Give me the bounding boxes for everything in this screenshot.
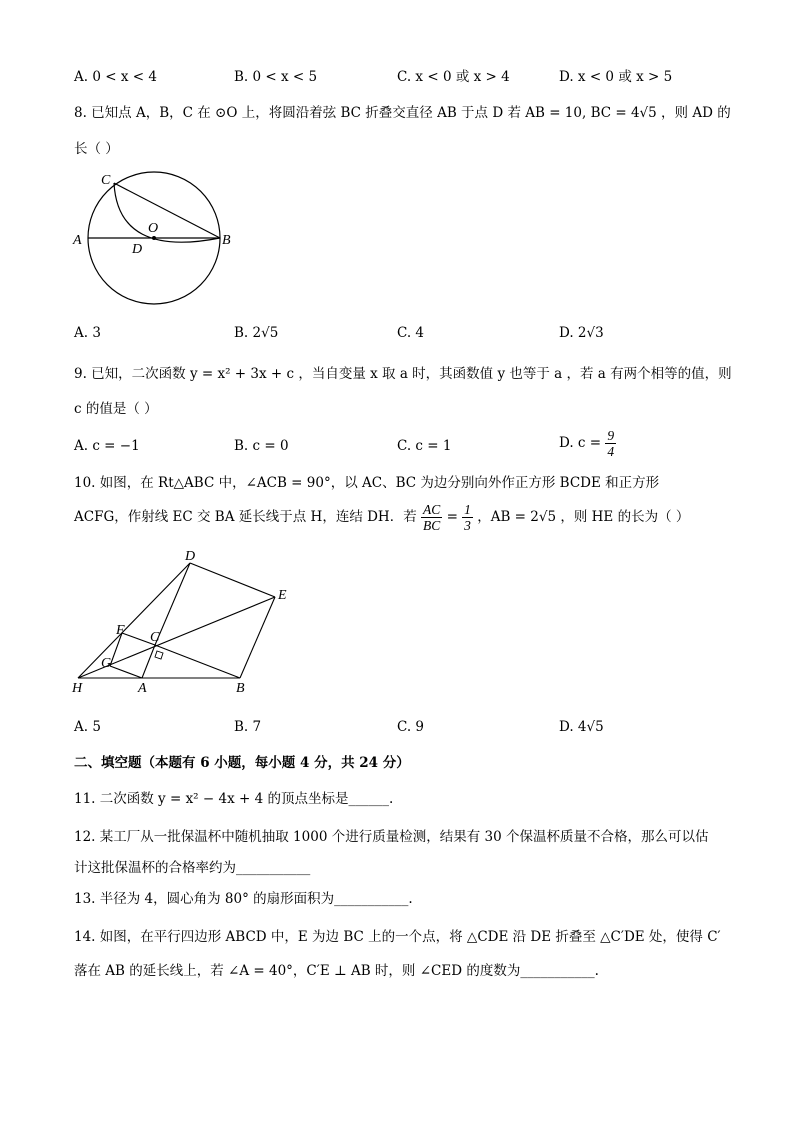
q14-stem-line1: 14. 如图，在平行四边形 ABCD 中，E 为边 BC 上的一个点，将 △CDE 沿 DE 折叠至 △C′DE 处，使得 C′ (74, 929, 721, 945)
q10-equals: = (446, 509, 458, 525)
q14-stem-line2: 落在 AB 的延长线上，若 ∠A = 40°，C′E ⊥ AB 时，则 ∠CED 的度数为___________. (74, 963, 599, 979)
q10-label-e: E (278, 588, 287, 603)
q10-label-a: A (138, 681, 147, 696)
q10-label-f: F (116, 623, 125, 638)
q7-option-b: B. 0 < x < 5 (234, 69, 318, 85)
q8-label-a: A (73, 233, 82, 248)
q13-stem: 13. 半径为 4，圆心角为 80° 的扇形面积为___________. (74, 891, 413, 907)
q10-ratio-value-numerator: 1 (464, 502, 471, 517)
q8-label-c: C (101, 173, 111, 188)
q10-label-c: C (150, 630, 160, 645)
q10-option-d: D. 4√5 (559, 719, 604, 735)
q9-option-d-denominator: 4 (607, 444, 615, 459)
q10-stem-line2-part1: ACFG，作射线 EC 交 BA 延长线于点 H，连结 DH．若 (74, 509, 417, 525)
q10-option-a: A. 5 (74, 719, 101, 735)
q10-label-d: D (185, 549, 196, 564)
q8-label-d: D (132, 242, 143, 257)
q9-stem-line2: c 的值是（ ） (74, 401, 158, 417)
q9-option-b: B. c = 0 (234, 438, 289, 454)
q7-option-a: A. 0 < x < 4 (74, 69, 157, 85)
q8-label-b: B (222, 233, 231, 248)
q10-seg-bc (155, 645, 240, 678)
q10-label-g: G (101, 656, 112, 671)
q8-option-d: D. 2√3 (559, 325, 604, 341)
q10-option-c: C. 9 (397, 719, 425, 735)
q10-label-b: B (236, 681, 245, 696)
q10-ratio-denominator: BC (423, 518, 441, 533)
q9-option-d-prefix: D. c = (559, 435, 602, 451)
q12-stem-line2: 计这批保温杯的合格率约为___________ (74, 860, 311, 876)
q8-option-a: A. 3 (74, 325, 101, 341)
q10-right-angle-mark (155, 651, 163, 659)
q10-stem-line1: 10. 如图，在 Rt△ABC 中，∠ACB = 90°，以 AC、BC 为边分别向外作正方形 BCDE 和正方形 (74, 475, 660, 491)
q9-option-a: A. c = −1 (74, 438, 140, 454)
q7-option-d: D. x < 0 或 x > 5 (559, 69, 673, 85)
q8-stem-line2: 长（ ） (74, 141, 119, 157)
q10-seg-ga (110, 666, 142, 678)
q10-seg-cd (155, 563, 190, 645)
q8-label-o: O (148, 221, 159, 236)
q10-stem-line2-part2: ，AB = 2√5 ，则 HE 的长为（ ） (477, 509, 690, 525)
q8-option-c: C. 4 (397, 325, 425, 341)
q10-ratio-numerator: AC (423, 502, 441, 517)
q10-seg-dh (78, 563, 190, 678)
q11-stem: 11. 二次函数 y = x² − 4x + 4 的顶点坐标是______. (74, 791, 394, 807)
q7-option-c: C. x < 0 或 x > 4 (397, 69, 510, 85)
q8-option-b: B. 2√5 (234, 325, 279, 341)
q9-option-c: C. c = 1 (397, 438, 452, 454)
q12-stem-line1: 12. 某工厂从一批保温杯中随机抽取 1000 个进行质量检测，结果有 30 个保温杯质量不合格，那么可以估 (74, 829, 709, 845)
q10-ratio-value-denominator: 3 (464, 518, 471, 533)
section-fill-in-heading: 二、填空题（本题有 6 小题，每小题 4 分，共 24 分） (74, 755, 410, 771)
q10-label-h: H (72, 681, 83, 696)
q9-option-d-numerator: 9 (607, 428, 615, 443)
q8-stem-line1: 8. 已知点 A，B，C 在 ⊙O 上，将圆沿着弦 BC 折叠交直径 AB 于点 D 若 AB = 10, BC = 4√5 ，则 AD 的 (74, 105, 731, 121)
q10-seg-de (190, 563, 275, 597)
q9-stem-line1: 9. 已知，二次函数 y = x² + 3x + c ，当自变量 x 取 a 时，其函数值 y 也等于 a ，若 a 有两个相等的值，则 (74, 366, 732, 382)
q10-seg-ac (142, 645, 155, 678)
q10-option-b: B. 7 (234, 719, 262, 735)
